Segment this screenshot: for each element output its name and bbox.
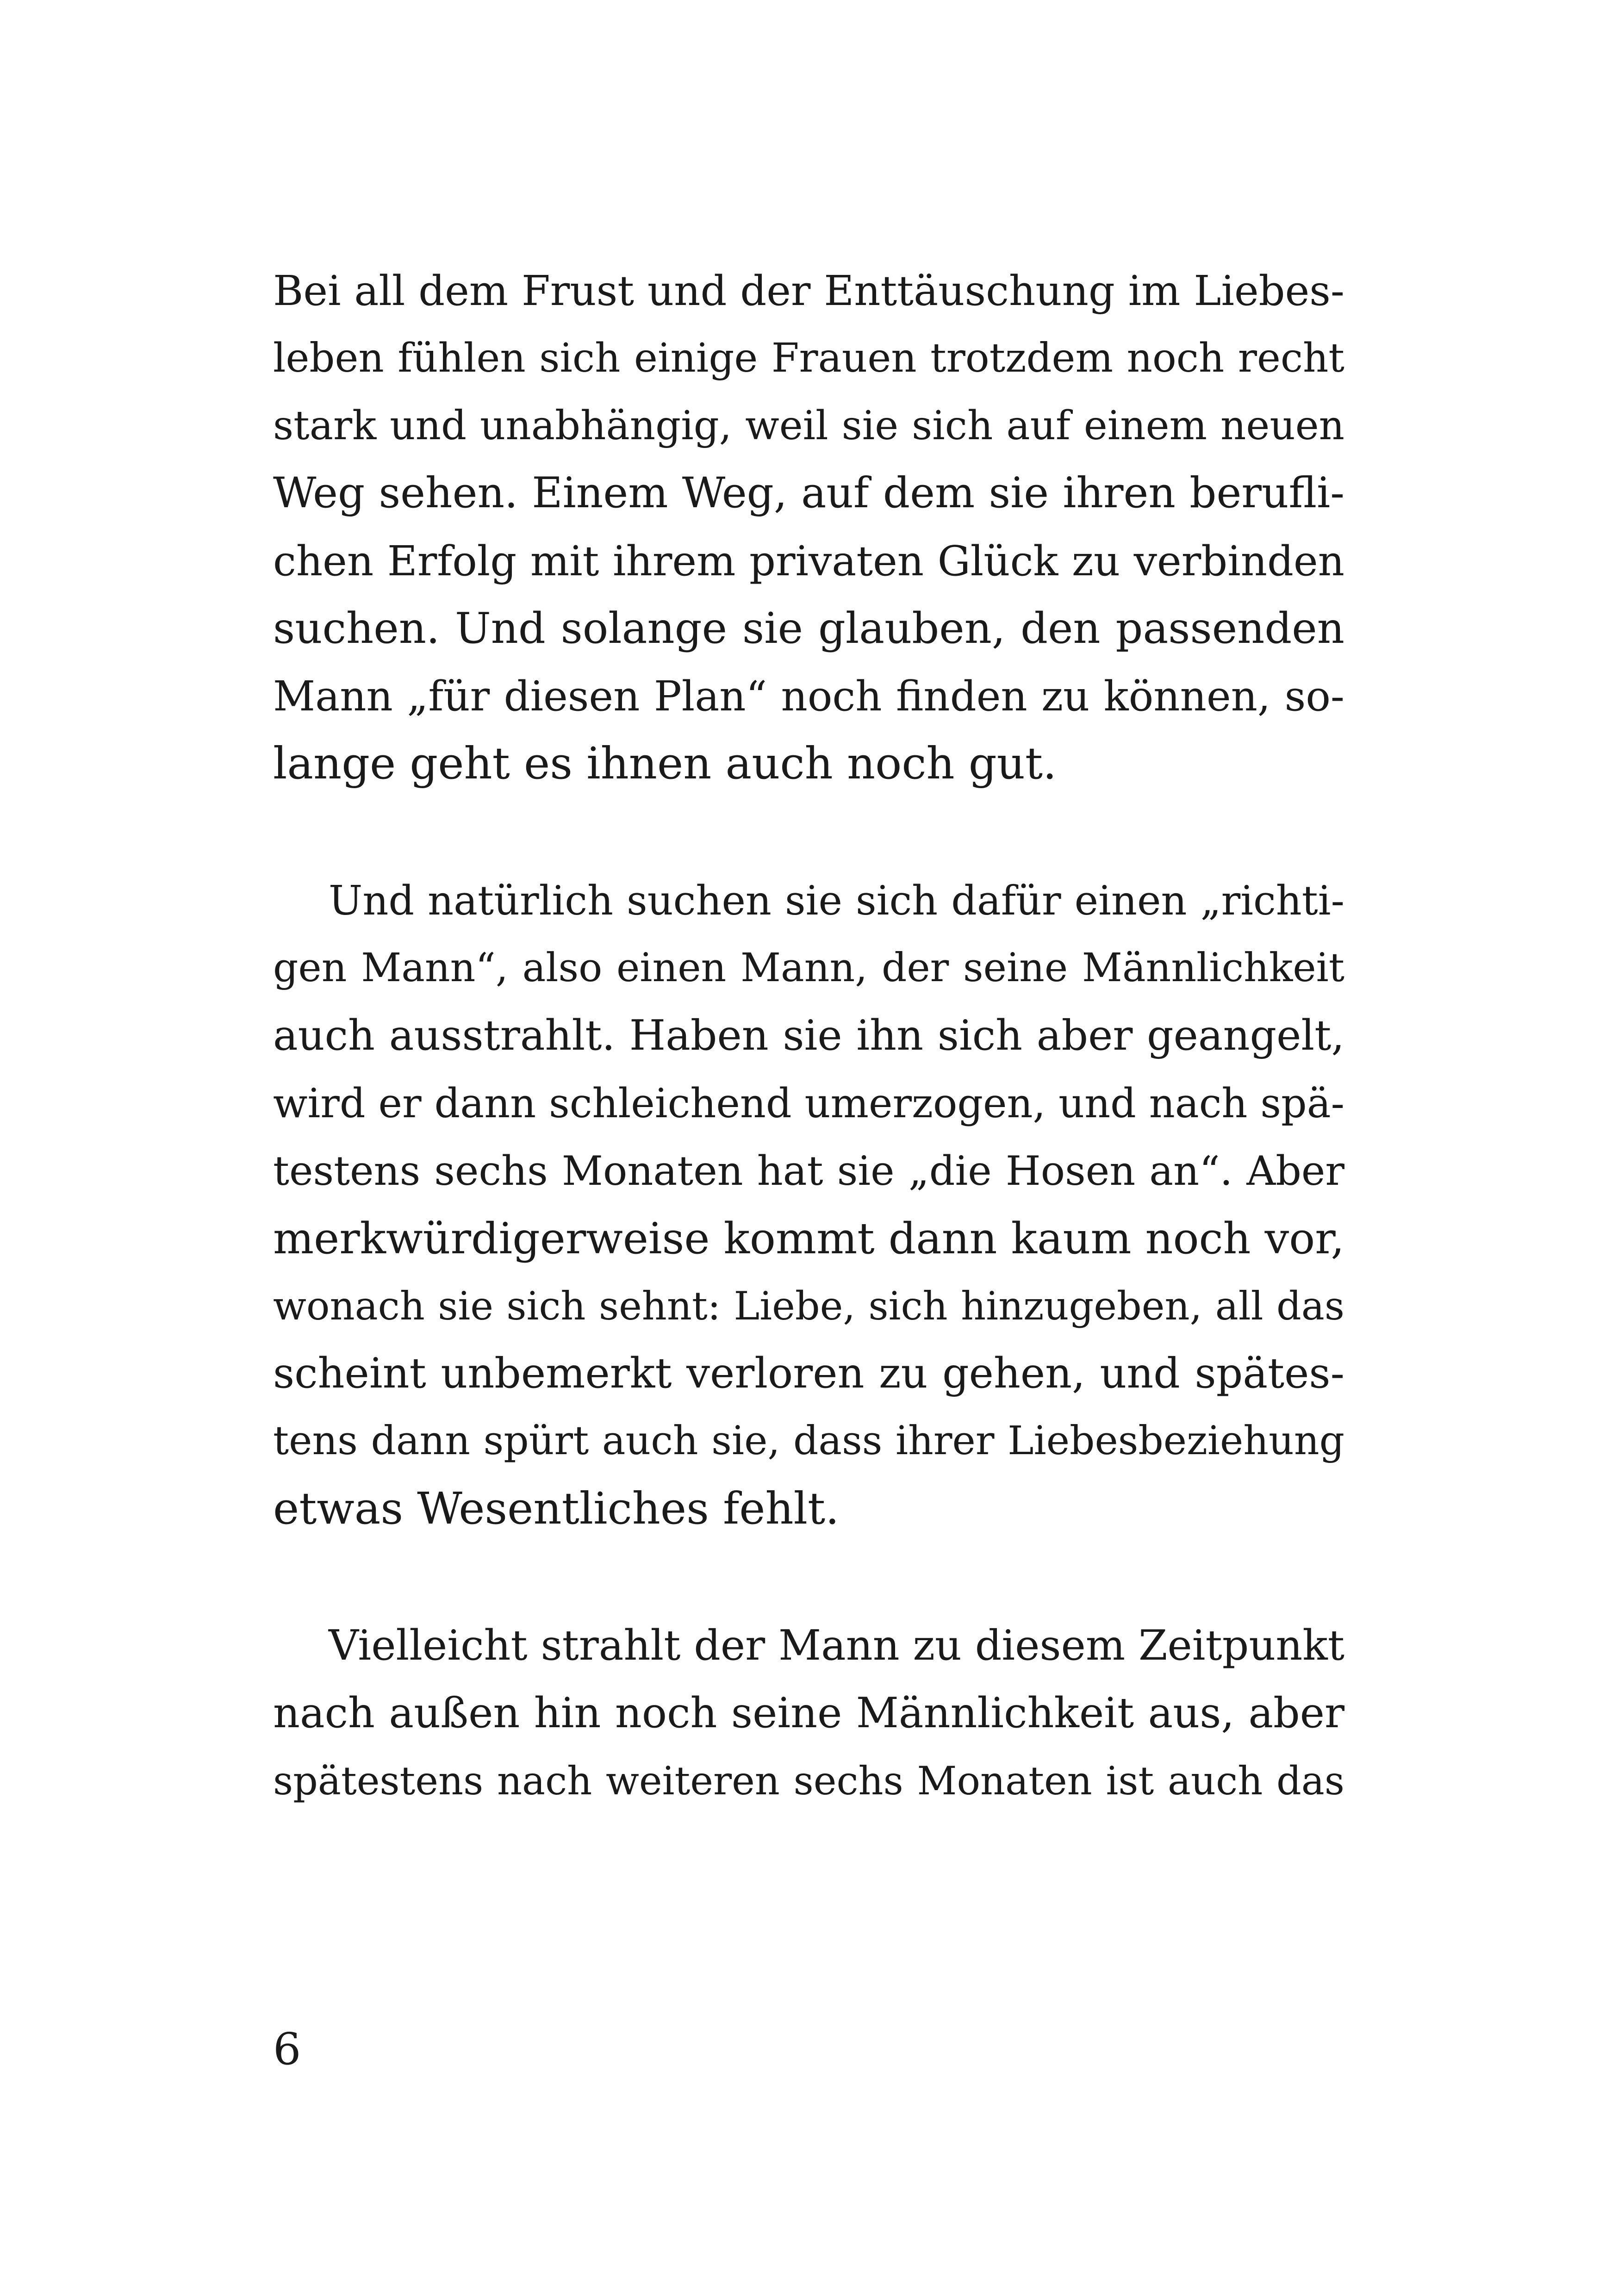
- text-line: auch ausstrahlt. Haben sie ihn sich aber geangelt,: [273, 1011, 1344, 1060]
- text-line: Weg sehen. Einem Weg, auf dem sie ihren berufli-: [273, 469, 1344, 517]
- text-line: merkwürdigerweise kommt dann kaum noch vor,: [273, 1213, 1344, 1263]
- body-text: [273, 257, 1344, 1815]
- text-line: Bei all dem Frust und der Enttäuschung im Liebes-: [273, 267, 1344, 315]
- text-line: wonach sie sich sehnt: Liebe, sich hinzugeben, all das: [273, 1283, 1344, 1329]
- text-line: Und natürlich suchen sie sich dafür einen „richti-: [329, 877, 1344, 924]
- paragraph-spacer: [273, 797, 1344, 867]
- text-line: tens dann spürt auch sie, dass ihrer Liebesbeziehung: [273, 1418, 1344, 1464]
- text-line: nach außen hin noch seine Männlichkeit aus, aber: [273, 1689, 1344, 1737]
- text-line: suchen. Und solange sie glauben, den passenden: [273, 604, 1344, 653]
- text-line: Vielleicht strahlt der Mann zu diesem Zeitpunkt: [329, 1621, 1344, 1670]
- paragraph-1: [273, 257, 1344, 797]
- paragraph-3: [273, 1612, 1344, 1815]
- text-line: Mann „für diesen Plan“ noch finden zu können, so-: [273, 672, 1344, 720]
- text-line: etwas Wesentliches fehlt.: [273, 1483, 840, 1534]
- text-line: chen Erfolg mit ihrem privaten Glück zu verbinden: [273, 537, 1344, 585]
- text-line: gen Mann“, also einen Mann, der seine Männlichkeit: [273, 945, 1344, 991]
- text-line: scheint unbemerkt verloren zu gehen, und spätes-: [273, 1349, 1344, 1398]
- page-number: 6: [273, 2024, 301, 2075]
- text-line: wird er dann schleichend umerzogen, und nach spä-: [273, 1080, 1344, 1127]
- paragraph-spacer: [273, 1543, 1344, 1612]
- text-line: spätestens nach weiteren sechs Monaten ist auch das: [273, 1758, 1344, 1804]
- paragraph-2: [273, 867, 1344, 1543]
- text-line: lange geht es ihnen auch noch gut.: [273, 738, 1057, 789]
- text-line: leben fühlen sich einige Frauen trotzdem noch recht: [273, 335, 1344, 381]
- text-line: testens sechs Monaten hat sie „die Hosen an“. Aber: [273, 1147, 1344, 1195]
- text-line: stark und unabhängig, weil sie sich auf einem neuen: [273, 403, 1344, 449]
